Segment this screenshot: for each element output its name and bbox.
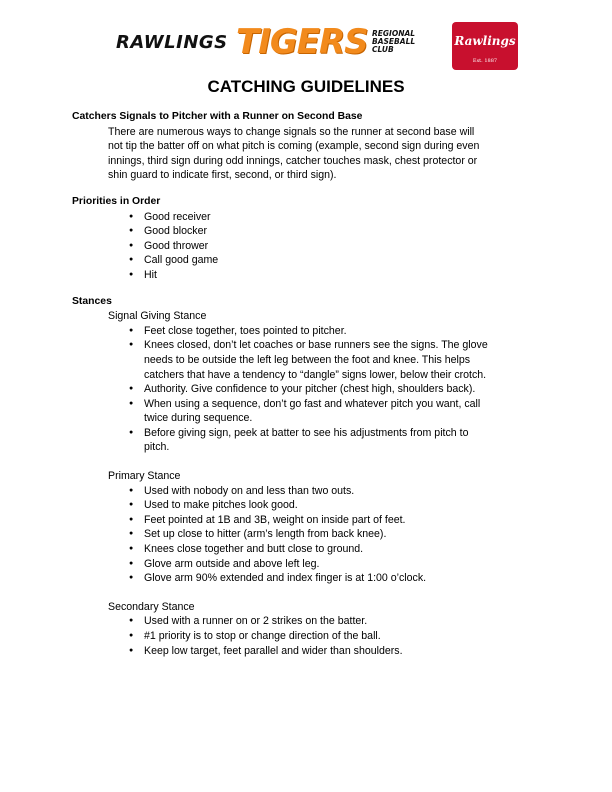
list-item-line: ● Authority. Give confidence to your pitcher (chest high, shoulders back). bbox=[144, 383, 476, 396]
club-subtitle bbox=[372, 30, 442, 54]
rawlings-wordmark: RAWLINGS bbox=[116, 32, 228, 53]
paragraph-line: There are numerous ways to change signals so the runner at second base will bbox=[108, 125, 475, 138]
subheading-signal-stance: Signal Giving Stance bbox=[108, 310, 207, 323]
subheading-secondary-stance: Secondary Stance bbox=[108, 600, 195, 613]
list-item: ● Keep low target, feet parallel and wider than shoulders. bbox=[72, 644, 542, 659]
list-item: ● Knees close together and butt close to ground. bbox=[72, 542, 542, 557]
section-heading-signals: Catchers Signals to Pitcher with a Runner on Second Base bbox=[72, 111, 363, 122]
list-item-line: twice during sequence. bbox=[144, 412, 253, 425]
list-item bbox=[72, 324, 542, 339]
tigers-wordmark: TIGERS bbox=[236, 22, 368, 62]
subheading-primary-stance: Primary Stance bbox=[108, 470, 181, 483]
list-item: ● Glove arm outside and above left leg. bbox=[72, 557, 542, 572]
header bbox=[0, 0, 612, 80]
list-item-line: ● Knees closed, don’t let coaches or base runners see the signs. The glove bbox=[144, 339, 488, 352]
badge-script: Rawlings bbox=[454, 34, 516, 48]
list-item: ● #1 priority is to stop or change direction of the ball. bbox=[72, 629, 542, 644]
section-heading-stances: Stances bbox=[72, 295, 112, 307]
priorities-list bbox=[72, 210, 542, 283]
list-item bbox=[72, 397, 542, 426]
list-item: ● Set up close to hitter (arm’s length from back knee). bbox=[72, 527, 542, 542]
list-item-line: ● Before giving sign, peek at batter to see his adjustments from pitch to bbox=[144, 426, 469, 439]
list-item: ● Call good game bbox=[72, 253, 542, 268]
list-item: ● Used with a runner on or 2 strikes on the batter. bbox=[72, 614, 542, 629]
list-item-line: ● When using a sequence, don’t go fast and whatever pitch you want, call bbox=[144, 397, 481, 410]
paragraph-line: innings, third sign during odd innings, catcher touches mask, chest protector or bbox=[108, 154, 478, 167]
rawlings-badge-logo bbox=[452, 22, 518, 70]
list-item-line: ● Feet close together, toes pointed to pitcher. bbox=[144, 324, 347, 337]
list-item-line: pitch. bbox=[144, 441, 170, 454]
page-title: CATCHING GUIDELINES bbox=[207, 77, 405, 96]
club-subtitle-line: CLUB bbox=[372, 45, 394, 54]
list-item: ● Good blocker bbox=[72, 224, 542, 239]
paragraph-line: shin guard to indicate first, second, or third sign). bbox=[108, 169, 337, 182]
primary-stance-list bbox=[72, 484, 542, 586]
list-item: ● Used to make pitches look good. bbox=[72, 498, 542, 513]
signals-paragraph bbox=[108, 125, 542, 183]
list-item bbox=[72, 382, 542, 397]
section-heading-priorities: Priorities in Order bbox=[72, 195, 161, 207]
list-item: ● Glove arm 90% extended and index finger is at 1:00 o’clock. bbox=[72, 571, 542, 586]
badge-est: Est. 1887 bbox=[472, 58, 498, 64]
club-subtitle-line: BASEBALL bbox=[372, 37, 416, 46]
list-item bbox=[72, 338, 542, 382]
list-item bbox=[72, 426, 542, 455]
document-body bbox=[72, 110, 542, 658]
list-item: ● Feet pointed at 1B and 3B, weight on inside part of feet. bbox=[72, 513, 542, 528]
list-item-line: catchers that have a tendency to “dangle” signs lower, below their crotch. bbox=[144, 368, 487, 381]
list-item-line: needs to be outside the left leg between the foot and knee. This helps bbox=[144, 353, 471, 366]
list-item: ● Good receiver bbox=[72, 210, 542, 225]
paragraph-line: not tip the batter off on what pitch is coming (example, second sign during even bbox=[108, 140, 480, 153]
secondary-stance-list bbox=[72, 614, 542, 658]
list-item: ● Hit bbox=[72, 268, 542, 283]
list-item: ● Used with nobody on and less than two outs. bbox=[72, 484, 542, 499]
club-subtitle-line: REGIONAL bbox=[372, 29, 416, 38]
list-item: ● Good thrower bbox=[72, 239, 542, 254]
signal-stance-list bbox=[72, 324, 542, 455]
